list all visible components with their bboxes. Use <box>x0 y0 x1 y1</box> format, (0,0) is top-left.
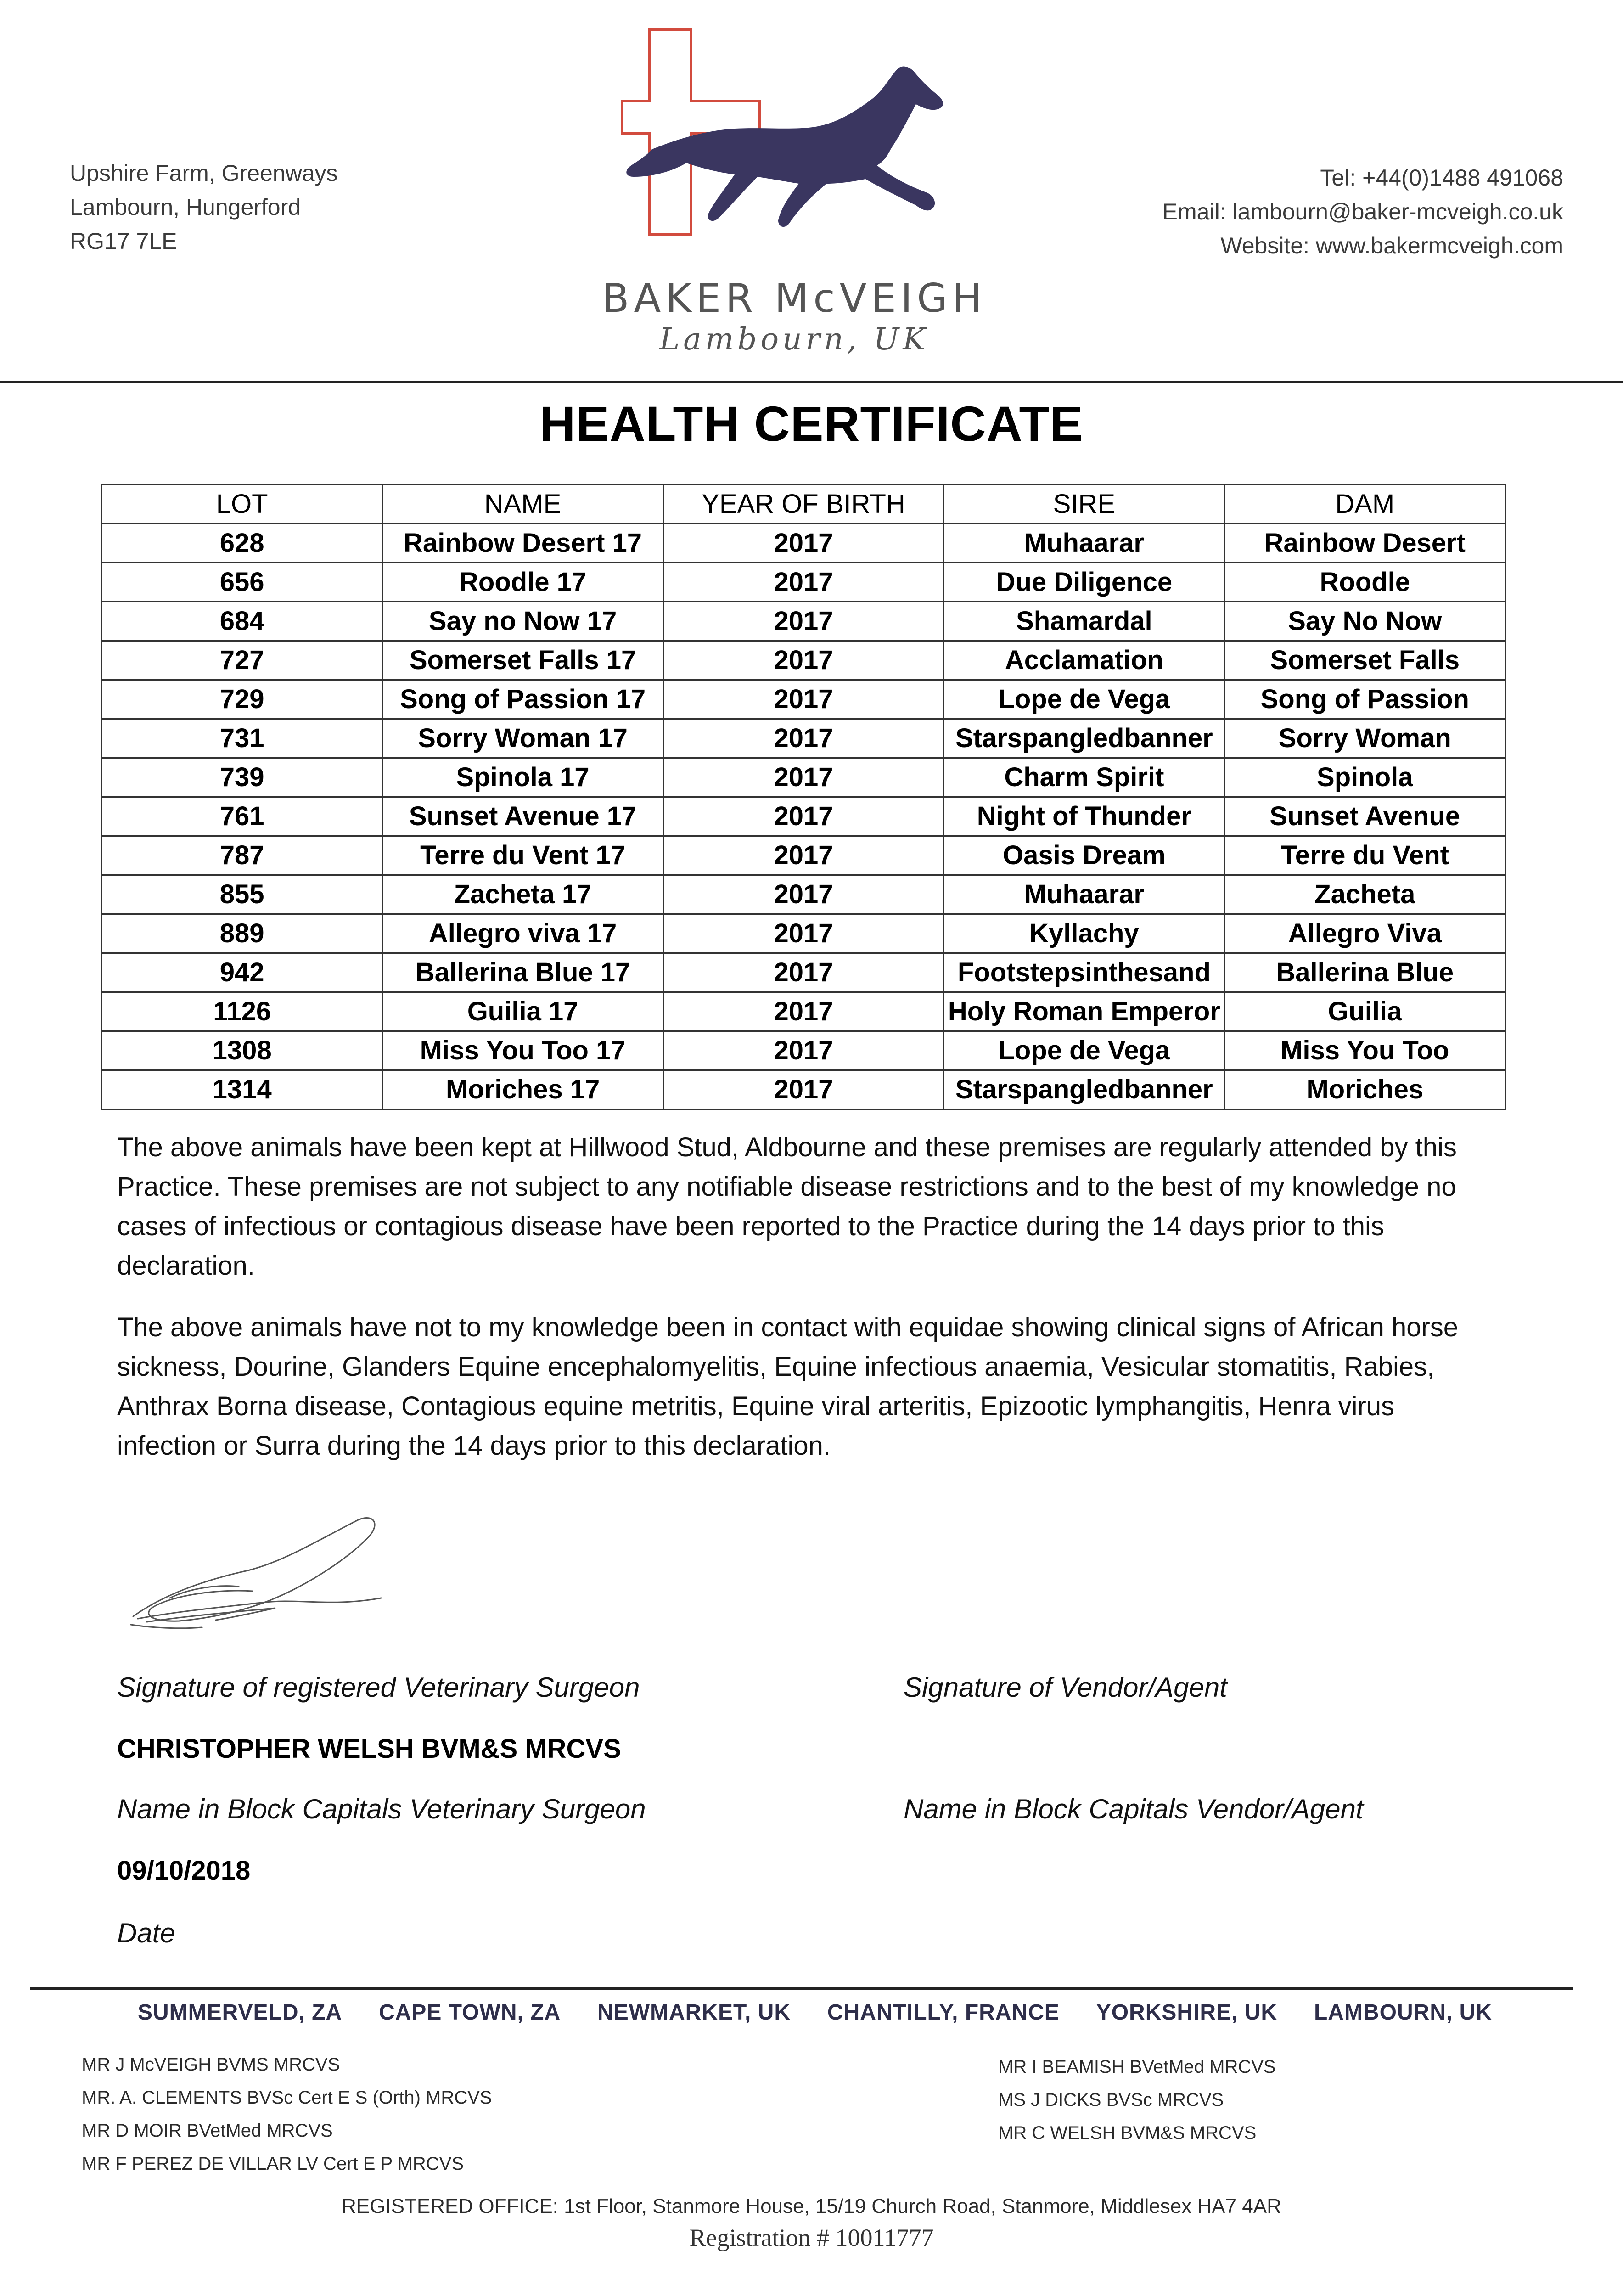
col-header-sire: SIRE <box>944 485 1224 524</box>
cell-year: 2017 <box>663 1031 943 1070</box>
table-row <box>102 797 1505 836</box>
location-summerveld: SUMMERVELD, ZA <box>138 2000 343 2025</box>
cell-year: 2017 <box>663 953 943 992</box>
date-value: 09/10/2018 <box>117 1856 251 1885</box>
cell-lot: 1126 <box>102 992 382 1031</box>
cell-year: 2017 <box>663 992 943 1031</box>
cell-name: Miss You Too 17 <box>382 1031 663 1070</box>
contact-details <box>1162 161 1563 263</box>
cell-lot: 1314 <box>102 1070 382 1109</box>
vet-signature <box>124 1502 409 1644</box>
cell-dam: Miss You Too <box>1224 1031 1505 1070</box>
vendor-signature-label: Signature of Vendor/Agent <box>904 1672 1227 1703</box>
location-chantilly: CHANTILLY, FRANCE <box>827 2000 1060 2025</box>
email: Email: lambourn@baker-mcveigh.co.uk <box>1162 199 1563 225</box>
table-row <box>102 914 1505 953</box>
cell-year: 2017 <box>663 602 943 641</box>
cell-lot: 855 <box>102 875 382 914</box>
cell-name: Guilia 17 <box>382 992 663 1031</box>
cell-lot: 787 <box>102 836 382 875</box>
table-row <box>102 1031 1505 1070</box>
declaration-paragraph-2: The above animals have not to my knowledge been in contact with equidae showing clinical signs of African horse sickness, Dourine, Glanders Equine encephalomyelitis, Equine infectious anaemia, Vesicular stomatitis, Rabies, Anthrax Borna disease, Contagious equine metritis, Equine viral arteritis, Epizootic lymphangitis, Henra virus infection or Surra during the 14 days prior to this declaration. <box>117 1312 1459 1461</box>
telephone: Tel: +44(0)1488 491068 <box>1320 165 1563 191</box>
table-row <box>102 1070 1505 1109</box>
cell-dam: Roodle <box>1224 563 1505 602</box>
col-header-lot: LOT <box>102 485 382 524</box>
cell-sire: Starspangledbanner <box>944 719 1224 758</box>
cell-year: 2017 <box>663 680 943 719</box>
cell-dam: Spinola <box>1224 758 1505 797</box>
cell-dam: Somerset Falls <box>1224 641 1505 680</box>
table-row <box>102 875 1505 914</box>
cell-dam: Song of Passion <box>1224 680 1505 719</box>
cell-sire: Oasis Dream <box>944 836 1224 875</box>
location-lambourn: LAMBOURN, UK <box>1314 2000 1492 2025</box>
header-divider <box>0 381 1623 383</box>
cell-year: 2017 <box>663 914 943 953</box>
registered-office: REGISTERED OFFICE: 1st Floor, Stanmore House, 15/19 Church Road, Stanmore, Middlesex HA7 4AR <box>342 2195 1281 2217</box>
cell-name: Ballerina Blue 17 <box>382 953 663 992</box>
vet-name-label: Name in Block Capitals Veterinary Surgeon <box>117 1794 646 1824</box>
cell-name: Somerset Falls 17 <box>382 641 663 680</box>
cell-year: 2017 <box>663 641 943 680</box>
declaration-paragraph-1: The above animals have been kept at Hillwood Stud, Aldbourne and these premises are regularly attended by this Practice. These premises are not subject to any notifiable disease restrictions and to the best of my knowledge no cases of infectious or contagious disease have been reported to the Practice during the 14 days prior to this declaration. <box>117 1132 1457 1281</box>
location-yorkshire: YORKSHIRE, UK <box>1096 2000 1278 2025</box>
table-row <box>102 602 1505 641</box>
cell-name: Moriches 17 <box>382 1070 663 1109</box>
col-header-name: NAME <box>382 485 663 524</box>
cell-year: 2017 <box>663 719 943 758</box>
cell-sire: Shamardal <box>944 602 1224 641</box>
brand-location: Lambourn, UK <box>659 321 929 357</box>
cell-lot: 761 <box>102 797 382 836</box>
cell-sire: Muhaarar <box>944 524 1224 563</box>
cell-dam: Allegro Viva <box>1224 914 1505 953</box>
cell-lot: 684 <box>102 602 382 641</box>
cell-sire: Lope de Vega <box>944 1031 1224 1070</box>
practice-address <box>70 156 338 258</box>
cell-name: Allegro viva 17 <box>382 914 663 953</box>
cell-name: Zacheta 17 <box>382 875 663 914</box>
cell-year: 2017 <box>663 563 943 602</box>
cell-lot: 727 <box>102 641 382 680</box>
cell-lot: 1308 <box>102 1031 382 1070</box>
cell-sire: Night of Thunder <box>944 797 1224 836</box>
registration-number: Registration # 10011777 <box>689 2224 934 2251</box>
table-row <box>102 563 1505 602</box>
col-header-dam: DAM <box>1224 485 1505 524</box>
cell-lot: 731 <box>102 719 382 758</box>
vet-entry: MR J McVEIGH BVMS MRCVS <box>82 2054 340 2075</box>
practice-locations <box>138 2000 1492 2025</box>
cell-dam: Sunset Avenue <box>1224 797 1505 836</box>
cell-sire: Charm Spirit <box>944 758 1224 797</box>
table-row <box>102 719 1505 758</box>
cell-lot: 729 <box>102 680 382 719</box>
cell-lot: 942 <box>102 953 382 992</box>
cell-name: Say no Now 17 <box>382 602 663 641</box>
cell-sire: Acclamation <box>944 641 1224 680</box>
cell-year: 2017 <box>663 1070 943 1109</box>
cell-sire: Footstepsinthesand <box>944 953 1224 992</box>
date-label: Date <box>117 1918 175 1948</box>
vet-signature-label: Signature of registered Veterinary Surgeon <box>117 1672 640 1703</box>
page-title: HEALTH CERTIFICATE <box>539 396 1084 451</box>
website: Website: www.bakermcveigh.com <box>1220 233 1563 259</box>
address-line-1: Upshire Farm, Greenways <box>70 160 338 186</box>
cell-name: Song of Passion 17 <box>382 680 663 719</box>
cell-year: 2017 <box>663 836 943 875</box>
cell-name: Spinola 17 <box>382 758 663 797</box>
vet-entry: MR. A. CLEMENTS BVSc Cert E S (Orth) MRCVS <box>82 2088 492 2108</box>
cell-name: Sunset Avenue 17 <box>382 797 663 836</box>
vet-entry: MR F PEREZ DE VILLAR LV Cert E P MRCVS <box>82 2154 464 2174</box>
cell-lot: 889 <box>102 914 382 953</box>
cell-name: Rainbow Desert 17 <box>382 524 663 563</box>
table-row <box>102 680 1505 719</box>
address-line-2: Lambourn, Hungerford <box>70 194 301 220</box>
col-header-year: YEAR OF BIRTH <box>663 485 943 524</box>
table-row <box>102 641 1505 680</box>
vet-entry: MR D MOIR BVetMed MRCVS <box>82 2121 333 2141</box>
table-header-row <box>102 485 1505 524</box>
table-body <box>102 524 1505 1109</box>
table-row <box>102 992 1505 1031</box>
cell-sire: Lope de Vega <box>944 680 1224 719</box>
cell-dam: Zacheta <box>1224 875 1505 914</box>
cell-sire: Holy Roman Emperor <box>944 992 1224 1031</box>
cell-year: 2017 <box>663 797 943 836</box>
cell-sire: Starspangledbanner <box>944 1070 1224 1109</box>
address-line-3: RG17 7LE <box>70 228 177 254</box>
location-newmarket: NEWMARKET, UK <box>597 2000 791 2025</box>
vet-name: CHRISTOPHER WELSH BVM&S MRCVS <box>117 1734 621 1764</box>
vet-entry: MR C WELSH BVM&S MRCVS <box>998 2123 1257 2143</box>
cell-sire: Due Diligence <box>944 563 1224 602</box>
cell-year: 2017 <box>663 524 943 563</box>
vet-entry: MS J DICKS BVSc MRCVS <box>998 2090 1224 2110</box>
cell-lot: 656 <box>102 563 382 602</box>
cell-name: Terre du Vent 17 <box>382 836 663 875</box>
cell-dam: Sorry Woman <box>1224 719 1505 758</box>
cell-name: Sorry Woman 17 <box>382 719 663 758</box>
cell-name: Roodle 17 <box>382 563 663 602</box>
cell-dam: Moriches <box>1224 1070 1505 1109</box>
footer-divider <box>30 1987 1573 1990</box>
vet-entry: MR I BEAMISH BVetMed MRCVS <box>998 2057 1276 2077</box>
cell-dam: Rainbow Desert <box>1224 524 1505 563</box>
cell-dam: Terre du Vent <box>1224 836 1505 875</box>
cell-lot: 628 <box>102 524 382 563</box>
table-row <box>102 758 1505 797</box>
cell-year: 2017 <box>663 758 943 797</box>
horse-table <box>101 484 1506 1110</box>
cell-sire: Muhaarar <box>944 875 1224 914</box>
vets-list-left <box>82 2048 492 2180</box>
location-cape-town: CAPE TOWN, ZA <box>379 2000 561 2025</box>
horse-silhouette <box>626 67 943 227</box>
table-row <box>102 524 1505 563</box>
table-row <box>102 953 1505 992</box>
cell-lot: 739 <box>102 758 382 797</box>
cell-dam: Ballerina Blue <box>1224 953 1505 992</box>
cell-dam: Say No Now <box>1224 602 1505 641</box>
vets-list-right <box>998 2050 1276 2150</box>
table-row <box>102 836 1505 875</box>
vendor-name-label: Name in Block Capitals Vendor/Agent <box>904 1794 1364 1824</box>
cell-dam: Guilia <box>1224 992 1505 1031</box>
cell-sire: Kyllachy <box>944 914 1224 953</box>
brand-name: BAKER McVEIGH <box>602 276 987 321</box>
cell-year: 2017 <box>663 875 943 914</box>
